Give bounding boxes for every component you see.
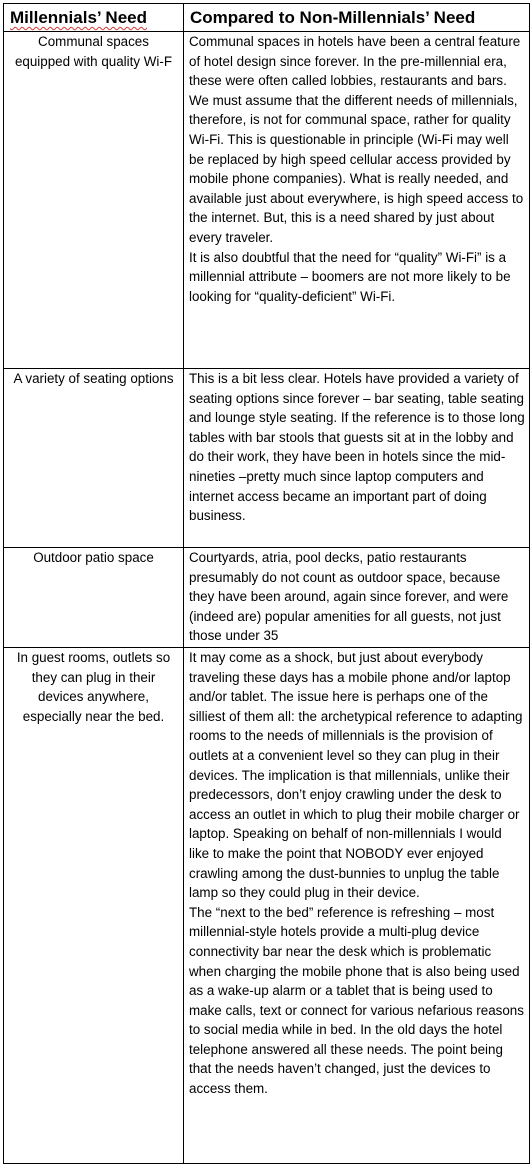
need-cell: Communal spaces equipped with quality Wi-F (4, 32, 184, 369)
table-row (4, 32, 530, 369)
comparison-cell (184, 369, 530, 548)
needs-comparison-table (3, 3, 530, 1164)
comparison-paragraph: It may come as a shock, but just about everybody traveling these days has a mobile phone and/or laptop and/or tablet. The issue here is perhaps one of the silliest of them all: the archetypical reference to adapting rooms to the needs of millennials is the provision of outlets at a convenient level so they can plug in their devices. The implication is that millennials, unlike their predecessors, don’t enjoy crawling under the desk to access an outlet in which to plug their mobile charger or laptop. Speaking on behalf of non-millennials I would like to make the point that NOBODY ever enjoyed crawling among the dust-bunnies to unplug the table lamp so they could plug in their device. (189, 650, 523, 901)
need-cell: Outdoor patio space (4, 548, 184, 648)
comparison-cell (184, 648, 530, 1164)
table-row (4, 648, 530, 1164)
need-cell: In guest rooms, outlets so they can plug in their devices anywhere, especially near the bed. (4, 648, 184, 1164)
comparison-paragraph: Courtyards, atria, pool decks, patio restaurants presumably do not count as outdoor space, because they have been around, again since forever, and were (indeed are) popular amenities for all guests, not just those under 35 (189, 550, 509, 644)
table-row (4, 548, 530, 648)
header-millennials-need-label: Millennials’ Need (10, 8, 147, 27)
need-cell: A variety of seating options (4, 369, 184, 548)
table-header-row (4, 4, 530, 32)
table-row (4, 369, 530, 548)
comparison-paragraph: It is also doubtful that the need for “quality” Wi-Fi” is a millennial attribute – boomers are not more likely to be looking for “quality-deficient” Wi-Fi. (189, 249, 511, 304)
comparison-cell (184, 548, 530, 648)
comparison-paragraph: Communal spaces in hotels have been a central feature of hotel design since forever. In the pre-millennial era, these were often called lobbies, restaurants and bars. We must assume that the different needs of millennials, therefore, is not for communal space, rather for quality Wi-Fi. This is questionable in principle (Wi-Fi may well be replaced by high speed cellular access provided by mobile phone companies). What is really needed, and available just about everywhere, is high speed access to the internet. But, this is a need shared by just about every traveler. (189, 34, 524, 245)
header-compared-need: Compared to Non-Millennials’ Need (184, 4, 530, 32)
comparison-cell (184, 32, 530, 369)
comparison-paragraph: The “next to the bed” reference is refreshing – most millennial-style hotels provide a multi-plug device connectivity bar near the desk which is problematic when charging the mobile phone that is also being used as a wake-up alarm or a tablet that is being used to make calls, text or connect for various nefarious reasons to social media while in bed. In the old days the hotel telephone answered all these needs. The point being that the needs haven’t changed, just the devices to access them. (189, 904, 524, 1097)
comparison-paragraph: This is a bit less clear. Hotels have provided a variety of seating options since forever – bar seating, table seating and lounge style seating. If the reference is to those long tables with bar stools that guests sit at in the lobby and do their work, they have been in hotels since the mid-nineties –pretty much since laptop computers and internet access became an important part of doing business. (189, 371, 525, 524)
header-millennials-need (4, 4, 184, 32)
